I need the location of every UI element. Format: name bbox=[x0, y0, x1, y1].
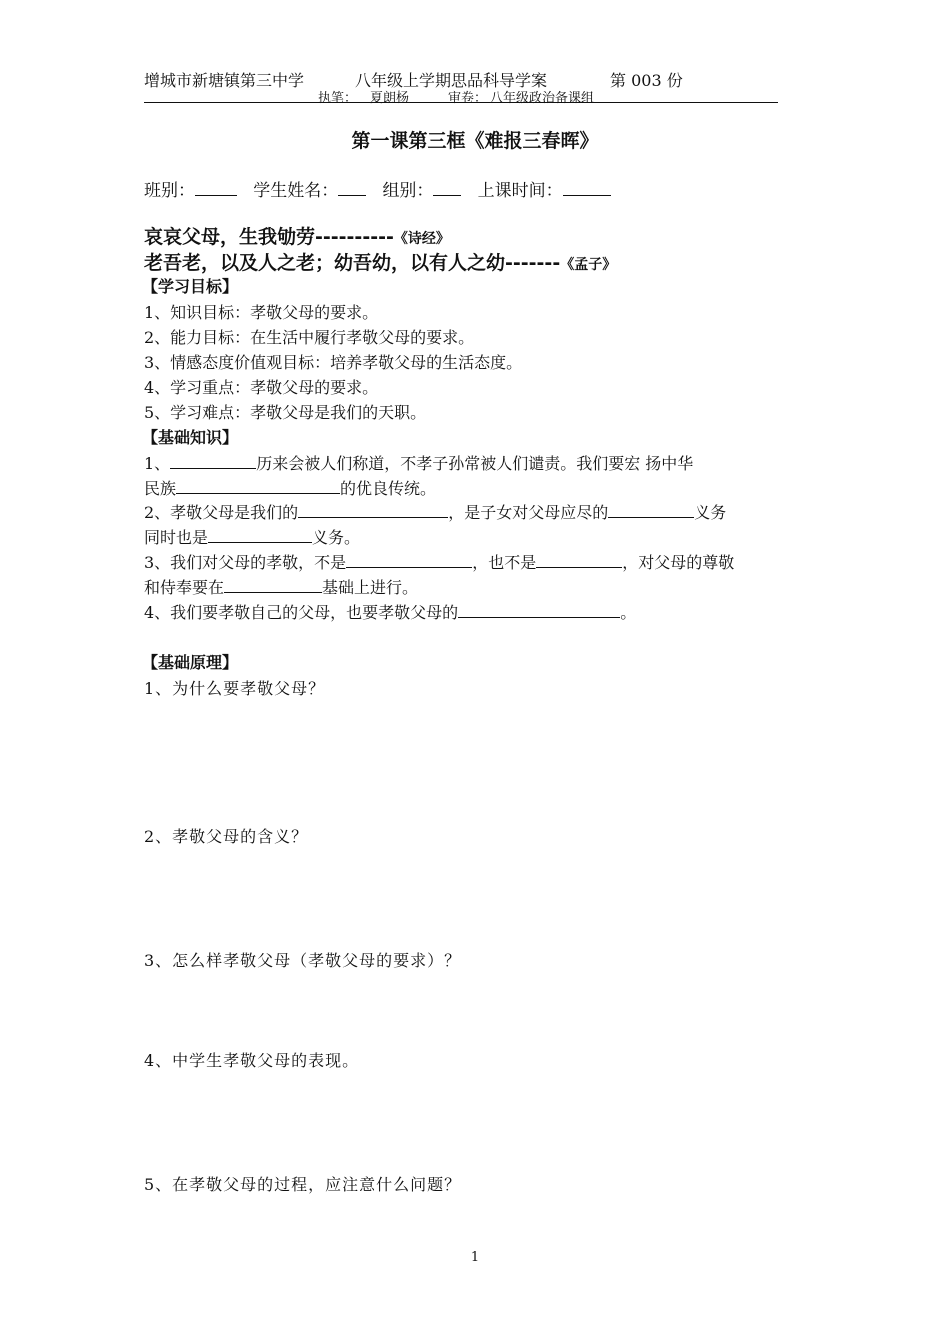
basics-text: 1、 bbox=[144, 454, 171, 473]
principle-question: 2、孝敬父母的含义？ bbox=[144, 827, 309, 846]
header-author: 夏朗杨 bbox=[370, 91, 410, 106]
info-line bbox=[144, 176, 611, 201]
basics-item-3 bbox=[144, 550, 734, 573]
header-school: 增城市新塘镇第三中学 bbox=[144, 71, 305, 90]
time-label: 上课时间： bbox=[477, 181, 563, 201]
header-review-label: 审卷： bbox=[448, 91, 488, 106]
basics-text: ，也不是 bbox=[472, 553, 537, 572]
basics-heading: 【基础知识】 bbox=[142, 428, 239, 447]
page-title: 第一课第三框《难报三春晖》 bbox=[351, 130, 599, 152]
basics-text: 2、孝敬父母是我们的 bbox=[144, 503, 299, 522]
fill-blank[interactable] bbox=[176, 479, 340, 494]
quote-1-text: 哀哀父母，生我劬劳---------- bbox=[144, 226, 394, 248]
basics-text: 同时也是 bbox=[144, 528, 209, 547]
principle-question: 5、在孝敬父母的过程，应注意什么问题？ bbox=[144, 1175, 462, 1194]
quote-1 bbox=[144, 222, 450, 249]
goals-heading: 【学习目标】 bbox=[142, 277, 239, 296]
fill-blank[interactable] bbox=[458, 603, 620, 618]
header-number: 第 003 份 bbox=[610, 71, 683, 90]
basics-text: ，对父母的尊敬 bbox=[622, 553, 735, 572]
basics-text: ，是子女对父母应尽的 bbox=[448, 503, 609, 522]
basics-text: 义务 bbox=[694, 503, 727, 522]
basics-text: 义务。 bbox=[312, 528, 361, 547]
header-rule bbox=[144, 102, 778, 103]
principle-question: 1、为什么要孝敬父母？ bbox=[144, 679, 326, 698]
fill-blank[interactable] bbox=[208, 528, 312, 543]
basics-text: 。 bbox=[620, 603, 637, 622]
basics-item-2 bbox=[144, 500, 726, 523]
principle-question: 4、中学生孝敬父母的表现。 bbox=[144, 1051, 360, 1070]
goal-item: 5、学习难点：孝敬父母是我们的天职。 bbox=[144, 403, 427, 422]
principles-heading: 【基础原理】 bbox=[142, 653, 239, 672]
basics-text: 民族 bbox=[144, 479, 177, 498]
header-course: 八年级上学期思品科导学案 bbox=[355, 71, 548, 90]
fill-blank[interactable] bbox=[346, 553, 472, 568]
header-reviewer: 八年级政治备课组 bbox=[490, 91, 595, 106]
fill-blank[interactable] bbox=[224, 578, 322, 593]
basics-item-2-cont bbox=[144, 525, 360, 548]
quote-2-text: 老吾老，以及人之老；幼吾幼，以有人之幼------- bbox=[144, 252, 561, 274]
class-label: 班别： bbox=[144, 181, 195, 201]
basics-text: 和侍奉要在 bbox=[144, 578, 225, 597]
fill-blank[interactable] bbox=[608, 503, 694, 518]
goal-item: 2、能力目标：在生活中履行孝敬父母的要求。 bbox=[144, 328, 475, 347]
principle-question: 3、怎么样孝敬父母（孝敬父母的要求）？ bbox=[144, 951, 462, 970]
header-author-label: 执笔： bbox=[318, 91, 358, 106]
basics-item-3-cont bbox=[144, 575, 418, 598]
basics-text: 4、我们要孝敬自己的父母，也要孝敬父母的 bbox=[144, 603, 459, 622]
goal-item: 3、情感态度价值观目标：培养孝敬父母的生活态度。 bbox=[144, 353, 523, 372]
basics-text: 基础上进行。 bbox=[322, 578, 419, 597]
fill-blank[interactable] bbox=[536, 553, 622, 568]
page-number: 1 bbox=[470, 1250, 480, 1265]
class-blank[interactable] bbox=[195, 181, 237, 196]
basics-text: 历来会被人们称道，不孝子孙常被人们谴责。我们要宏 扬中华 bbox=[256, 454, 694, 473]
basics-item-1 bbox=[144, 451, 693, 474]
basics-text: 的优良传统。 bbox=[340, 479, 437, 498]
basics-item-4 bbox=[144, 600, 636, 623]
group-label: 组别： bbox=[382, 181, 434, 201]
time-blank[interactable] bbox=[563, 181, 611, 196]
fill-blank[interactable] bbox=[170, 454, 256, 469]
goal-item: 4、学习重点：孝敬父母的要求。 bbox=[144, 378, 379, 397]
goal-item: 1、知识目标：孝敬父母的要求。 bbox=[144, 303, 379, 322]
fill-blank[interactable] bbox=[298, 503, 448, 518]
group-blank[interactable] bbox=[433, 181, 461, 196]
name-blank[interactable] bbox=[338, 181, 366, 196]
quote-2 bbox=[144, 248, 616, 275]
name-label: 学生姓名： bbox=[253, 181, 339, 201]
basics-item-1-cont bbox=[144, 476, 436, 499]
quote-1-source: 《诗经》 bbox=[393, 231, 450, 247]
basics-text: 3、我们对父母的孝敬，不是 bbox=[144, 553, 347, 572]
quote-2-source: 《孟子》 bbox=[560, 257, 617, 273]
